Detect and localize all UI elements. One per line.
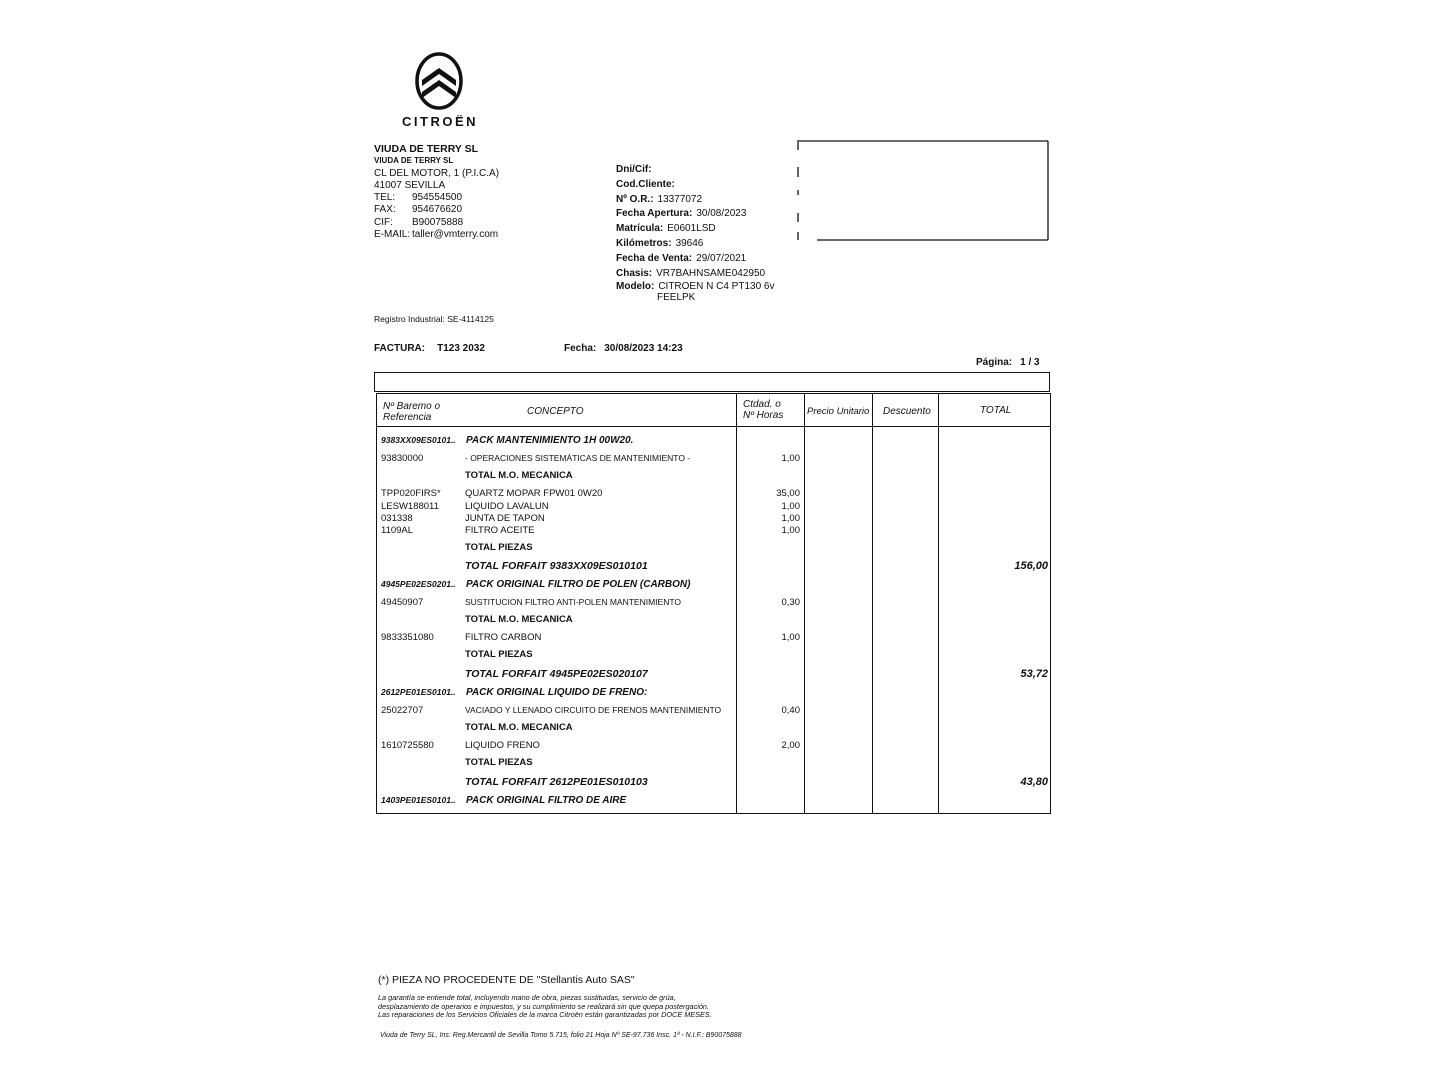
row-qty: 35,00 bbox=[776, 488, 800, 499]
row-concepto: QUARTZ MOPAR FPW01 0W20 bbox=[465, 488, 603, 499]
row-ref: 031338 bbox=[381, 513, 413, 524]
footer-legal: La garantía se entiende total, incluyendo mano de obra, piezas sustituidas, servicio de grúa, desplazamiento de operarios e impuestos, y su cumplimiento se realizará sin que quepa postergación. Las reparaciones de los Servicios Oficiales de la marca Citroën están garantizadas por DOCE MESES. bbox=[378, 993, 712, 1020]
row-ref: 9833351080 bbox=[381, 632, 434, 643]
row-ref: 1109AL bbox=[381, 525, 414, 536]
row-qty: 2,00 bbox=[781, 740, 800, 751]
row-qty: 1,00 bbox=[781, 513, 800, 524]
chasis-row: Chasis: VR7BAHNSAME042950 bbox=[616, 267, 766, 279]
row-ref: TPP020FIRS* bbox=[381, 488, 441, 499]
row-total: 156,00 bbox=[1014, 560, 1048, 572]
table-row bbox=[377, 632, 1050, 645]
company-cif: CIF: B90075888 bbox=[374, 216, 464, 228]
company-address2: 41007 SEVILLA bbox=[374, 179, 446, 191]
registro-industrial: Registro Industrial: SE-4114125 bbox=[374, 314, 494, 324]
address-window bbox=[797, 140, 1049, 241]
row-concepto: PACK ORIGINAL LIQUIDO DE FRENO: bbox=[466, 687, 648, 698]
row-concepto: SUSTITUCION FILTRO ANTI-POLEN MANTENIMIENTO bbox=[465, 597, 681, 607]
row-concepto: TOTAL FORFAIT 2612PE01ES010103 bbox=[465, 776, 648, 788]
header-total: TOTAL bbox=[980, 405, 1012, 416]
row-concepto: TOTAL FORFAIT 9383XX09ES010101 bbox=[465, 560, 648, 572]
table-row bbox=[377, 542, 1050, 555]
cod-cliente-row: Cod.Cliente: bbox=[616, 178, 675, 190]
table-row bbox=[377, 470, 1050, 483]
company-email: E-MAIL: taller@vmterry.com bbox=[374, 229, 499, 241]
row-concepto: TOTAL M.O. MECANICA bbox=[465, 470, 573, 481]
row-qty: 1,00 bbox=[781, 453, 800, 464]
footer-registry: Viuda de Terry SL, Ins. Reg.Mercantil de Sevilla Tomo 5.715, folio 21 Hoja Nº SE-97.736 Insc. 1ª - N.I.F.: B90075888 bbox=[380, 1032, 742, 1039]
header-precio: Precio Unitario bbox=[807, 406, 870, 417]
header-concepto: CONCEPTO bbox=[527, 406, 584, 417]
matricula-row: Matrícula: E0601LSD bbox=[616, 223, 716, 235]
table-row bbox=[377, 740, 1050, 753]
dni-row: Dni/Cif: bbox=[616, 164, 652, 175]
row-ref: 2612PE01ES0101.. bbox=[381, 687, 456, 697]
table-row bbox=[377, 560, 1050, 573]
header-descuento: Descuento bbox=[883, 406, 931, 417]
row-concepto: TOTAL M.O. MECANICA bbox=[465, 614, 573, 625]
table-row bbox=[377, 795, 1050, 808]
table-row bbox=[377, 776, 1050, 789]
venta-row: Fecha de Venta: 29/07/2021 bbox=[616, 252, 747, 264]
row-qty: 1,00 bbox=[781, 501, 800, 512]
row-qty: 1,00 bbox=[781, 525, 800, 536]
table-row bbox=[377, 597, 1050, 610]
row-concepto: TOTAL M.O. MECANICA bbox=[465, 722, 573, 733]
row-concepto: PACK MANTENIMIENTO 1H 00W20. bbox=[466, 435, 634, 446]
modelo-row-2: FEELPK bbox=[657, 292, 696, 304]
row-ref: 9383XX09ES0101.. bbox=[381, 435, 456, 445]
brand-name: CITROËN bbox=[402, 114, 478, 129]
or-row: Nº O.R.: 13377072 bbox=[616, 193, 703, 205]
footer-note: (*) PIEZA NO PROCEDENTE DE "Stellantis Auto SAS" bbox=[378, 974, 635, 986]
table-row bbox=[377, 488, 1050, 501]
row-ref: 25022707 bbox=[381, 705, 424, 716]
km-row: Kilómetros: 39646 bbox=[616, 237, 704, 249]
row-qty: 1,00 bbox=[781, 632, 800, 643]
row-ref: 49450907 bbox=[381, 597, 424, 608]
row-ref: LESW188011 bbox=[381, 501, 439, 512]
row-ref: 4945PE02ES0201.. bbox=[381, 579, 456, 589]
row-concepto: PACK ORIGINAL FILTRO DE POLEN (CARBON) bbox=[466, 579, 691, 590]
row-qty: 0,40 bbox=[781, 705, 800, 716]
row-concepto: TOTAL PIEZAS bbox=[465, 757, 533, 768]
row-concepto: - OPERACIONES SISTEMÁTICAS DE MANTENIMIENTO - bbox=[465, 453, 691, 463]
table-row bbox=[377, 453, 1050, 466]
row-concepto: PACK ORIGINAL FILTRO DE AIRE bbox=[466, 795, 627, 806]
company-name: VIUDA DE TERRY SL bbox=[374, 143, 479, 155]
row-concepto: FILTRO ACEITE bbox=[465, 525, 535, 536]
row-concepto: LIQUIDO LAVALUN bbox=[465, 501, 549, 512]
row-ref: 1403PE01ES0101.. bbox=[381, 795, 456, 805]
company-info bbox=[374, 143, 499, 241]
row-total: 53,72 bbox=[1020, 668, 1048, 680]
header-bar bbox=[374, 372, 1050, 392]
row-concepto: VACIADO Y LLENADO CIRCUITO DE FRENOS MANTENIMIENTO bbox=[465, 705, 722, 715]
table-row bbox=[377, 649, 1050, 662]
table-row bbox=[377, 435, 1050, 448]
company-tel: TEL: 954554500 bbox=[374, 192, 463, 204]
row-total: 43,80 bbox=[1020, 776, 1048, 788]
row-concepto: TOTAL PIEZAS bbox=[465, 649, 533, 660]
table-row bbox=[377, 668, 1050, 681]
modelo-row: Modelo: CITROEN N C4 PT130 6v bbox=[616, 281, 775, 293]
invoice-date: Fecha: 30/08/2023 14:23 bbox=[564, 343, 683, 354]
row-concepto: TOTAL FORFAIT 4945PE02ES020107 bbox=[465, 668, 648, 680]
table-row bbox=[377, 705, 1050, 718]
row-concepto: TOTAL PIEZAS bbox=[465, 542, 533, 553]
vehicle-info bbox=[616, 163, 774, 303]
row-ref: 93830000 bbox=[381, 453, 424, 464]
invoice-number: FACTURA: T123 2032 bbox=[374, 343, 485, 354]
citroen-chevron-logo-icon bbox=[414, 52, 464, 112]
table-row bbox=[377, 614, 1050, 627]
header-ref: Nº Baremo o Referencia bbox=[383, 401, 441, 423]
row-concepto: JUNTA DE TAPON bbox=[465, 513, 545, 524]
table-header bbox=[377, 394, 1050, 427]
row-qty: 0,30 bbox=[781, 597, 800, 608]
header-qty: Ctdad. o Nº Horas bbox=[743, 399, 784, 421]
table-row bbox=[377, 525, 1050, 538]
table-row bbox=[377, 579, 1050, 592]
page-number: Página: 1 / 3 bbox=[976, 357, 1040, 368]
invoice-table bbox=[376, 393, 1051, 814]
table-row bbox=[377, 687, 1050, 700]
row-concepto: LIQUIDO FRENO bbox=[465, 740, 540, 751]
row-ref: 1610725580 bbox=[381, 740, 434, 751]
row-concepto: FILTRO CARBON bbox=[465, 632, 542, 643]
company-name-small: VIUDA DE TERRY SL bbox=[374, 156, 454, 166]
table-row bbox=[377, 722, 1050, 735]
company-fax: FAX: 954676620 bbox=[374, 204, 463, 216]
table-row bbox=[377, 757, 1050, 770]
apertura-row: Fecha Apertura: 30/08/2023 bbox=[616, 208, 747, 220]
company-address1: CL DEL MOTOR, 1 (P.I.C.A) bbox=[374, 167, 500, 179]
